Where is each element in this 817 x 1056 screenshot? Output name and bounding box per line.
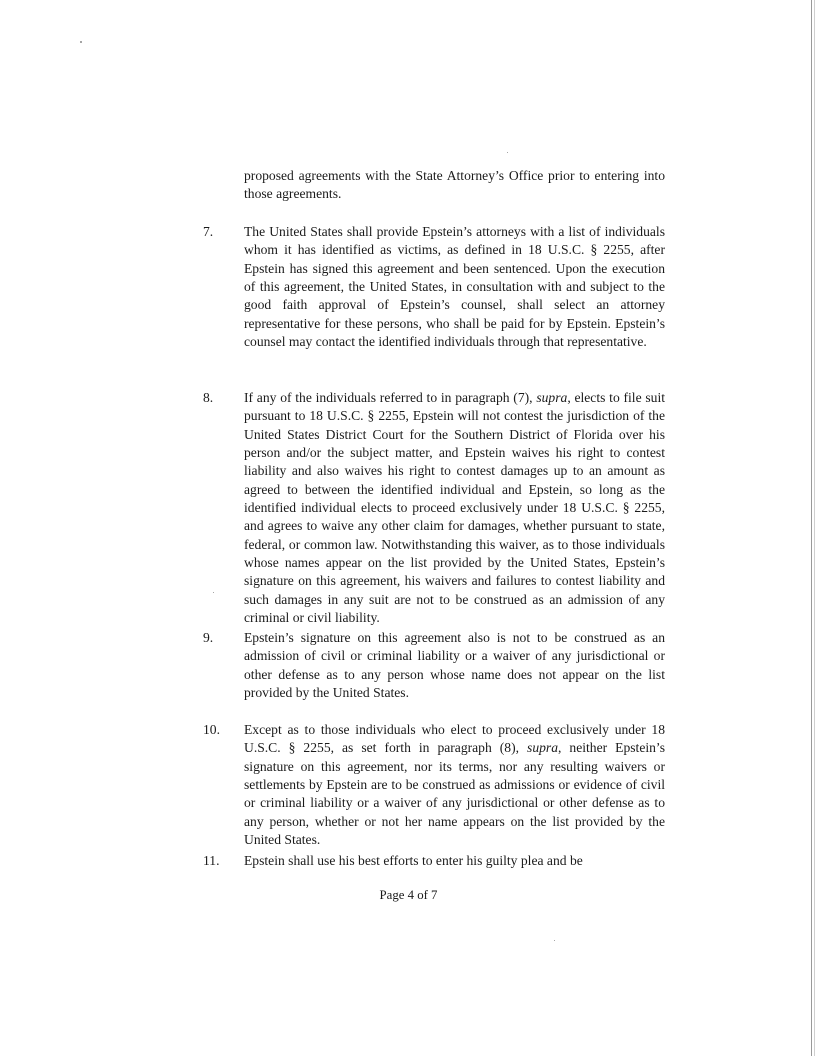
paragraph-11-number: 11. bbox=[203, 853, 220, 868]
paragraph-10 bbox=[244, 721, 665, 849]
paragraph-10-text bbox=[244, 721, 665, 849]
paragraph-10-text-before: Except as to those individuals who elect to proceed exclusively under 18 U.S.C. § 2255, as set forth in paragraph (8), bbox=[244, 722, 665, 756]
paragraph-9 bbox=[244, 629, 665, 702]
intro-paragraph bbox=[244, 167, 665, 204]
paragraph-8-italic: supra bbox=[536, 390, 568, 405]
paragraph-7 bbox=[244, 223, 665, 351]
paragraph-7-number: 7. bbox=[203, 224, 214, 239]
scan-speck bbox=[80, 41, 82, 43]
paragraph-10-number: 10. bbox=[203, 722, 220, 737]
scan-speck bbox=[213, 592, 214, 593]
paragraph-11 bbox=[244, 852, 665, 870]
paragraph-9-text: Epstein’s signature on this agreement also is not to be construed as an admission of civil or criminal liability or a waiver of any jurisdictional or other defense as to any person whose name does not appear on the list provided by the United States. bbox=[244, 630, 665, 701]
intro-text: proposed agreements with the State Attorney’s Office prior to entering into those agreements. bbox=[244, 168, 665, 202]
paragraph-7-text: The United States shall provide Epstein’s attorneys with a list of individuals whom it has identified as victims, as defined in 18 U.S.C. § 2255, after Epstein has signed this agreement and been sentenced. Upon the execution of this agreement, the United States, in consultation with and subject to the good faith approval of Epstein’s counsel, shall select an attorney representative for these persons, who shall be paid for by Epstein. Epstein’s counsel may contact the identified individuals through that representative. bbox=[244, 224, 665, 350]
paragraph-8-text bbox=[244, 389, 665, 627]
paragraph-8 bbox=[244, 389, 665, 627]
paragraph-9-number: 9. bbox=[203, 630, 214, 645]
paragraph-8-text-after: , elects to file suit pursuant to 18 U.S.C. § 2255, Epstein will not contest the jurisdiction of the United States District Court for the Southern District of Florida over his person and/or the subject matter, and Epstein waives his right to contest liability and also waives his right to contest damages up to an amount as agreed to between the identified individual and Epstein, so long as the identified individual elects to proceed exclusively under 18 U.S.C. § 2255, and agrees to waive any other claim for damages, whether pursuant to state, federal, or common law. Notwithstanding this waiver, as to those individuals whose names appear on the list provided by the United States, Epstein’s signature on this agreement, his waivers and failures to contest liability and such damages in any suit are not to be construed as an admission of any criminal or civil liability. bbox=[244, 390, 666, 626]
scan-speck bbox=[554, 940, 555, 941]
paragraph-8-number: 8. bbox=[203, 390, 214, 405]
paragraph-11-text: Epstein shall use his best efforts to enter his guilty plea and be bbox=[244, 853, 583, 868]
scan-speck bbox=[507, 152, 508, 153]
page-footer: Page 4 of 7 bbox=[379, 888, 438, 902]
paragraph-8-text-before: If any of the individuals referred to in paragraph (7), bbox=[244, 390, 537, 405]
paragraph-10-italic: supra bbox=[527, 740, 559, 756]
paragraph-10-text-after: , neither Epstein’s signature on this agreement, nor its terms, nor any resulting waivers or settlements by Epstein are to be construed as admissions or evidence of civil or criminal liability or a waiver of any jurisdictional or other defense as to any person, whether or not her name appears on the list provided by the United States. bbox=[244, 740, 665, 848]
